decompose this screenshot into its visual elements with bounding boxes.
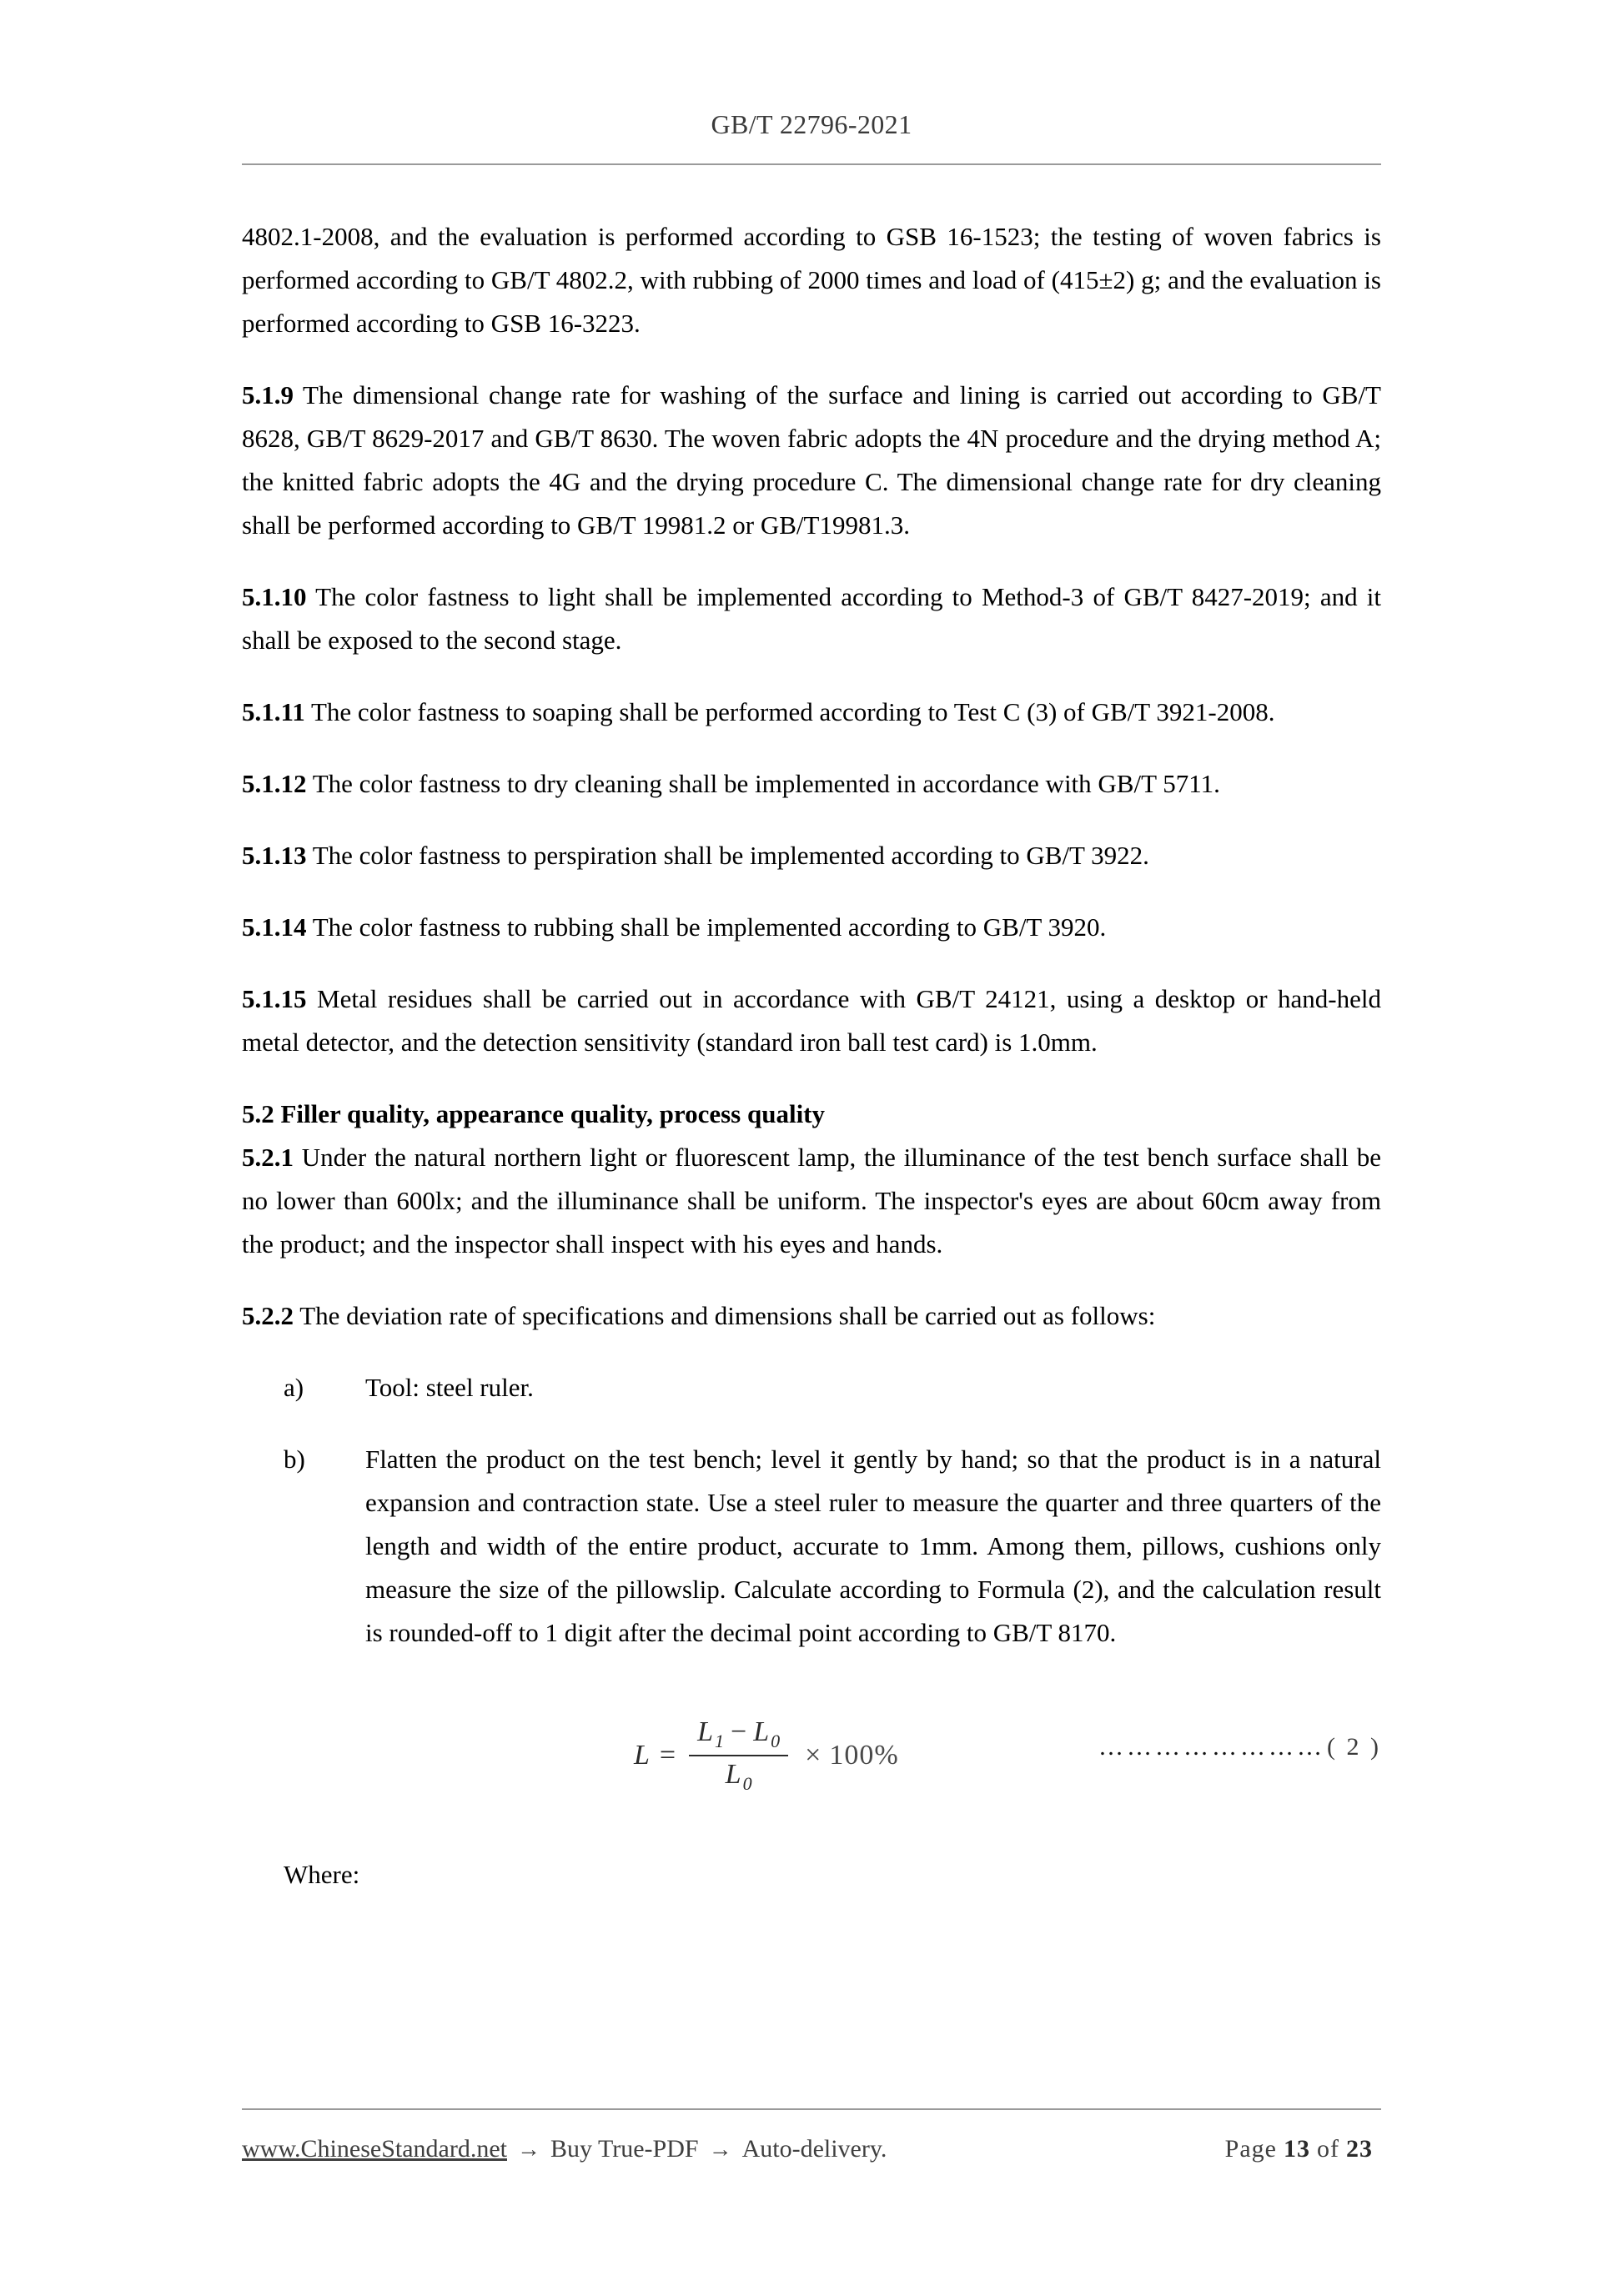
formula-leader-dots: …………………… (1098, 1733, 1326, 1761)
clause-number: 5.2.1 (242, 1143, 294, 1172)
formula-denominator-sub: 0 (742, 1772, 752, 1794)
clause-number: 5.2.2 (242, 1301, 294, 1330)
of-word: of (1317, 2135, 1339, 2163)
clause-5-1-15 (242, 977, 1381, 1064)
clause-text: The color fastness to perspiration shall be implemented according to GB/T 3922. (306, 841, 1149, 870)
arrow-right-icon: → (517, 2137, 540, 2163)
clause-text: Metal residues shall be carried out in accordance with GB/T 24121, using a desktop or hand-held metal detector, and the detection sensitivity (standard iron ball test card) is 1.0mm. (242, 984, 1381, 1057)
clause-number: 5.1.12 (242, 769, 307, 798)
section-heading-5-2: 5.2 Filler quality, appearance quality, process quality (242, 1099, 825, 1128)
footer-divider (242, 2108, 1381, 2110)
page-footer (242, 2108, 1381, 2163)
list-item (284, 1438, 1381, 1655)
arrow-right-icon: → (708, 2137, 732, 2163)
clause-text: The color fastness to light shall be implemented according to Method-3 of GB/T 8427-2019; and it shall be exposed to the second stage. (242, 582, 1381, 655)
footer-website-link[interactable]: www.ChineseStandard.net (242, 2135, 507, 2163)
page-word: Page (1224, 2135, 1277, 2163)
formula-denominator-l0: L (725, 1758, 741, 1790)
formula-number-group (1098, 1733, 1381, 1761)
clause-text: The color fastness to rubbing shall be implemented according to GB/T 3920. (306, 912, 1107, 942)
page-number: 13 (1284, 2135, 1310, 2163)
formula-numerator-l1-sub: 1 (715, 1730, 725, 1751)
clause-5-1-10 (242, 575, 1381, 662)
list-item-marker: a) (284, 1373, 304, 1402)
clause-5-2-2 (242, 1294, 1381, 1338)
formula-fraction (689, 1716, 788, 1795)
continued-paragraph (242, 215, 1381, 345)
formula-numerator-l0: L (753, 1716, 770, 1747)
formula-numerator (689, 1716, 788, 1756)
list-item (284, 1366, 1381, 1409)
footer-buy-text: Buy True-PDF (550, 2135, 699, 2163)
clause-text: The color fastness to dry cleaning shall be implemented in accordance with GB/T 5711. (306, 769, 1220, 798)
footer-promo (242, 2135, 887, 2163)
list-item-marker: b) (284, 1444, 305, 1474)
formula-equals: = (659, 1739, 676, 1771)
total-pages: 23 (1346, 2135, 1373, 2163)
formula-percent: 100% (829, 1739, 899, 1771)
clause-text: Under the natural northern light or fluorescent lamp, the illuminance of the test bench surface shall be no lower than 600lx; and the illuminance shall be uniform. The inspector's eyes are about 60cm away from the product; and the inspector shall inspect with his eyes and hands. (242, 1143, 1381, 1259)
clause-text: The dimensional change rate for washing of the surface and lining is carried out according to GB/T 8628, GB/T 8629-2017 and GB/T 8630. The woven fabric adopts the 4N procedure and the drying method A; the knitted fabric adopts the 4G and the drying procedure C. The dimensional change rate for dry cleaning shall be performed according to GB/T 19981.2 or GB/T19981.3. (242, 380, 1381, 540)
clause-5-2-1 (242, 1136, 1381, 1266)
clause-5-1-9 (242, 374, 1381, 547)
formula-block (242, 1710, 1381, 1810)
header-standard-code: GB/T 22796-2021 (711, 109, 912, 139)
clause-5-1-13 (242, 834, 1381, 877)
continued-paragraph-text: 4802.1-2008, and the evaluation is performed according to GSB 16-1523; the testing of woven fabrics is performed according to GB/T 4802.2, with rubbing of 2000 times and load of (415±2) g; and the evaluation is performed according to GSB 16-3223. (242, 222, 1381, 338)
clause-5-1-11 (242, 691, 1381, 734)
page-indicator (1225, 2135, 1373, 2163)
clause-5-1-14 (242, 906, 1381, 949)
clause-text: The deviation rate of specifications and dimensions shall be carried out as follows: (294, 1301, 1156, 1330)
header-divider (242, 163, 1381, 165)
clause-number: 5.1.15 (242, 984, 307, 1013)
formula-lhs: L (634, 1739, 650, 1771)
formula-times: × (805, 1739, 822, 1771)
formula-numerator-l0-sub: 0 (771, 1730, 781, 1751)
clause-number: 5.1.13 (242, 841, 307, 870)
list-item-text: Tool: steel ruler. (365, 1373, 534, 1402)
footer-row (242, 2135, 1381, 2163)
clause-number: 5.1.14 (242, 912, 307, 942)
list-item-text: Flatten the product on the test bench; level it gently by hand; so that the product is in a natural expansion and contraction state. Use a steel ruler to measure the quarter and three quarters of the length and width of the entire product, accurate to 1mm. Among them, pillows, cushions only measure the size of the pillowslip. Calculate according to Formula (2), and the calculation result is rounded-off to 1 digit after the decimal point according to GB/T 8170. (365, 1444, 1381, 1647)
where-label: Where: (284, 1860, 360, 1889)
formula-number: ( 2 ) (1327, 1733, 1381, 1761)
formula-numerator-l1: L (697, 1716, 714, 1747)
clause-text: The color fastness to soaping shall be performed according to Test C (3) of GB/T 3921-2008. (304, 697, 1275, 726)
formula-expression (634, 1716, 899, 1795)
page-header (242, 110, 1381, 172)
clause-number: 5.1.10 (242, 582, 307, 611)
footer-delivery-text: Auto-delivery. (741, 2135, 887, 2163)
document-content (242, 215, 1381, 1897)
formula-denominator (717, 1756, 761, 1795)
clause-number: 5.1.11 (242, 697, 305, 726)
clause-5-1-12 (242, 762, 1381, 806)
formula-minus: − (731, 1716, 747, 1747)
clause-number: 5.1.9 (242, 380, 294, 409)
